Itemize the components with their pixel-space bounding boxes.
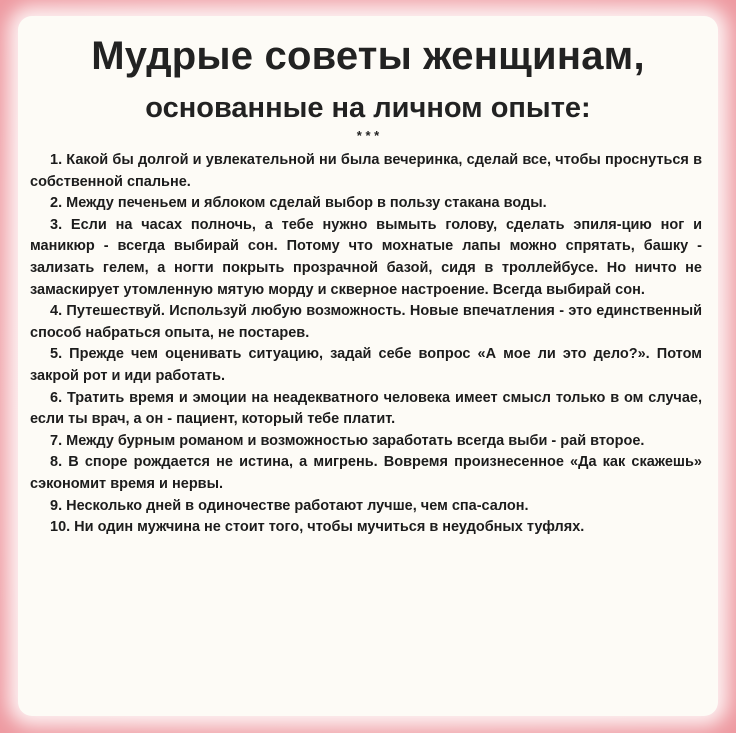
page-subtitle: основанные на личном опыте:	[145, 92, 591, 124]
advice-list	[30, 150, 702, 539]
separator-stars: * * *	[356, 128, 380, 143]
advice-item-6: 6. Тратить время и эмоции на неадекватного человека имеет смысл только в ом случае, если ты врач, а он - пациент, который тебе платит.	[30, 389, 702, 428]
text-card	[18, 16, 718, 716]
advice-item-1: 1. Какой бы долгой и увлекательной ни была вечеринка, сделай все, чтобы проснуться в собственной спальне.	[30, 152, 702, 190]
advice-item-3: 3. Если на часах полночь, а тебе нужно вымыть голову, сделать эпиля-цию ног и маникюр - всегда выбирай сон. Потому что мохнатые лапы можно спрятать, башку - зализать гелем, а ногти покрыть прозрачной базой, сидя в троллейбусе. Но ничто не замаскирует утомленную мятую морду и скверное настроение. Всегда выбирай сон.	[30, 216, 702, 298]
advice-item-2: 2. Между печеньем и яблоком сделай выбор в пользу стакана воды.	[50, 195, 547, 212]
advice-item-5: 5. Прежде чем оценивать ситуацию, задай себе вопрос «А мое ли это дело?». Потом закрой рот и иди работать.	[30, 346, 702, 384]
page-title: Мудрые советы женщинам,	[91, 34, 645, 78]
advice-item-9: 9. Несколько дней в одиночестве работают лучше, чем спа-салон.	[50, 497, 529, 514]
advice-item-7: 7. Между бурным романом и возможностью заработать всегда выби - рай второе.	[50, 432, 645, 449]
advice-item-10: 10. Ни один мужчина не стоит того, чтобы мучиться в неудобных туфлях.	[50, 519, 585, 536]
advice-item-4: 4. Путешествуй. Используй любую возможность. Новые впечатления - это единственный способ набраться опыта, не постарев.	[30, 303, 702, 341]
advice-item-8: 8. В споре рождается не истина, а мигрень. Вовремя произнесенное «Да как скажешь» сэкономит время и нервы.	[30, 454, 702, 492]
